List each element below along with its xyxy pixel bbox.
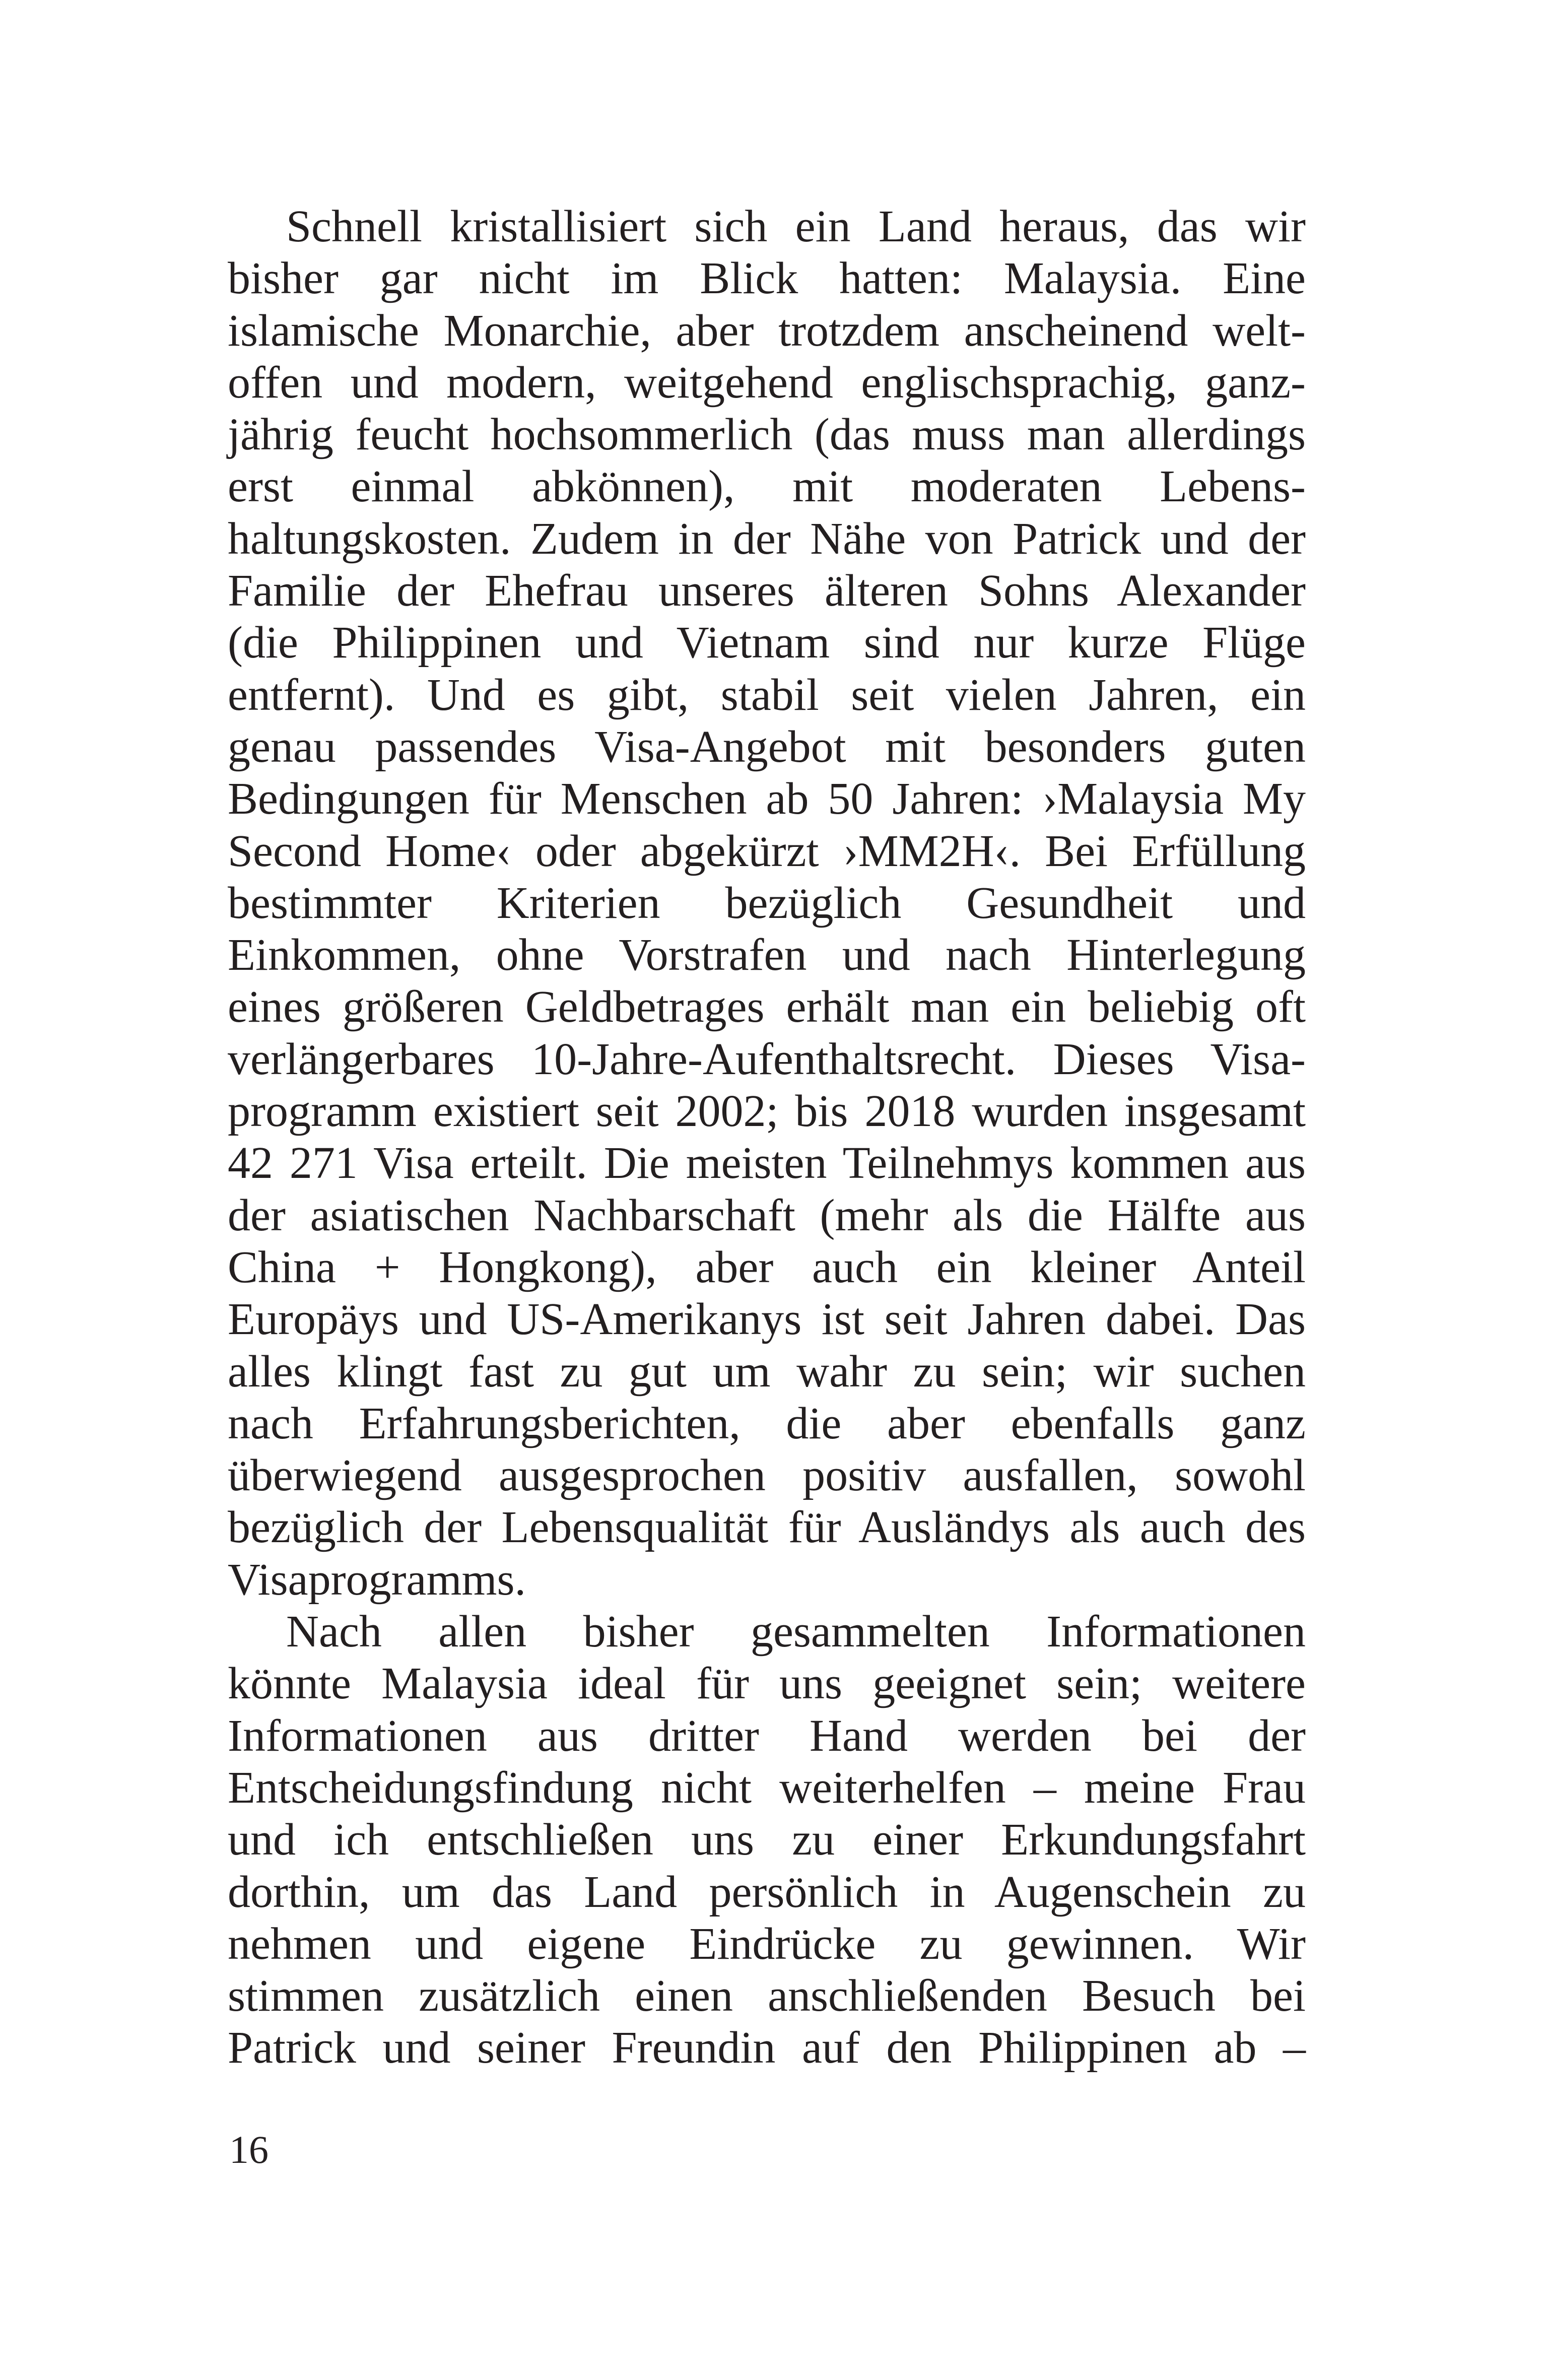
text-line: dorthin, um das Land persönlich in Augenschein zu (228, 1867, 1306, 1917)
text-line: 42 271 Visa erteilt. Die meisten Teilnehmys kommen aus (228, 1138, 1306, 1188)
text-line: bestimmter Kriterien bezüglich Gesundheit und (228, 878, 1306, 928)
text-line: Schnell kristallisiert sich ein Land heraus, das wir (286, 202, 1306, 251)
text-line: China + Hongkong), aber auch ein kleiner Anteil (228, 1242, 1306, 1292)
text-line: haltungskosten. Zudem in der Nähe von Patrick und der (228, 513, 1306, 564)
text-line: Visaprogramms. (228, 1554, 526, 1605)
text-line: programm existiert seit 2002; bis 2018 wurden insgesamt (228, 1086, 1306, 1137)
text-line: stimmen zusätzlich einen anschließenden Besuch bei (228, 1971, 1306, 2021)
text-line: eines größeren Geldbetrages erhält man ein beliebig oft (228, 982, 1306, 1032)
text-line: und ich entschließen uns zu einer Erkundungsfahrt (228, 1815, 1306, 1865)
text-line: offen und modern, weitgehend englischsprachig, ganz- (228, 357, 1306, 408)
text-line: Europäys und US-Amerikanys ist seit Jahren dabei. Das (228, 1294, 1306, 1345)
text-line: Second Home‹ oder abgekürzt ›MM2H‹. Bei Erfüllung (228, 826, 1306, 876)
text-line: überwiegend ausgesprochen positiv ausfallen, sowohl (228, 1450, 1306, 1501)
text-line: (die Philippinen und Vietnam sind nur kurze Flüge (228, 618, 1306, 668)
text-line: nach Erfahrungsberichten, die aber ebenfalls ganz (228, 1398, 1306, 1448)
text-line: Einkommen, ohne Vorstrafen und nach Hinterlegung (228, 930, 1306, 980)
paragraph-2 (228, 1606, 1306, 2074)
body-text (228, 201, 1306, 2074)
text-line: Familie der Ehefrau unseres älteren Sohns Alexander (228, 566, 1306, 616)
text-line: islamische Monarchie, aber trotzdem anscheinend welt- (228, 305, 1306, 356)
text-line: Nach allen bisher gesammelten Informationen (286, 1607, 1306, 1657)
text-line: könnte Malaysia ideal für uns geeignet sein; weitere (228, 1659, 1306, 1709)
paragraph-1 (228, 201, 1306, 1606)
text-line: genau passendes Visa-Angebot mit besonders guten (228, 721, 1306, 772)
text-line: der asiatischen Nachbarschaft (mehr als die Hälfte aus (228, 1190, 1306, 1240)
text-line: verlängerbares 10-Jahre-Aufenthaltsrecht. Dieses Visa- (228, 1034, 1306, 1084)
text-line: alles klingt fast zu gut um wahr zu sein; wir suchen (228, 1346, 1306, 1397)
text-line: erst einmal abkönnen), mit moderaten Lebens- (228, 461, 1306, 512)
text-line: nehmen und eigene Eindrücke zu gewinnen. Wir (228, 1919, 1306, 1969)
text-line: Bedingungen für Menschen ab 50 Jahren: ›Malaysia My (228, 774, 1306, 824)
page-number: 16 (229, 2128, 268, 2171)
text-line: bezüglich der Lebensqualität für Ausländys als auch des (228, 1502, 1306, 1553)
text-line: bisher gar nicht im Blick hatten: Malaysia. Eine (228, 253, 1306, 304)
text-line: entfernt). Und es gibt, stabil seit vielen Jahren, ein (228, 670, 1306, 720)
text-line: Informationen aus dritter Hand werden bei der (228, 1710, 1306, 1761)
text-line: Entscheidungsfindung nicht weiterhelfen – meine Frau (228, 1762, 1306, 1813)
text-line: jährig feucht hochsommerlich (das muss man allerdings (228, 410, 1306, 460)
text-line: Patrick und seiner Freundin auf den Philippinen ab – (228, 2023, 1306, 2073)
